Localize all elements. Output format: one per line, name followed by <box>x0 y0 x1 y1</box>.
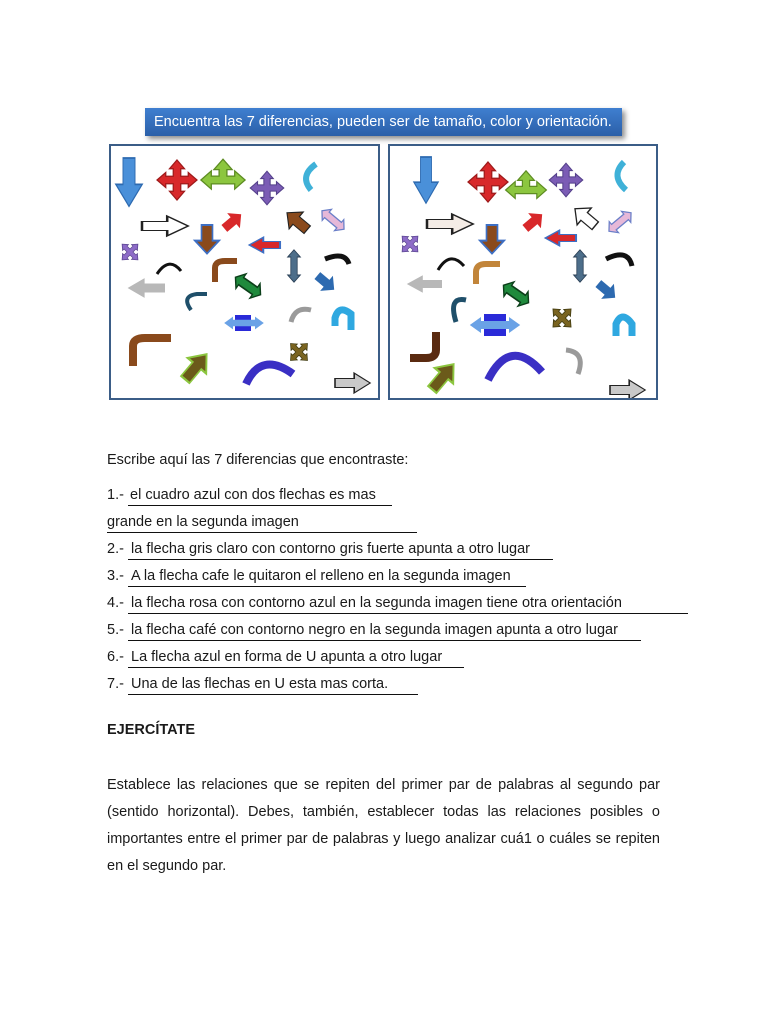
outlined-diagonal-arrow-icon <box>568 200 602 234</box>
instructions-banner: Encuentra las 7 diferencias, pueden ser de tamaño, color y orientación. <box>145 108 622 136</box>
blue-small-down-arrow-icon <box>592 276 622 305</box>
white-right-arrow-icon <box>427 214 473 234</box>
green-tri-arrow-icon <box>506 171 547 199</box>
gray-left-arrow-icon <box>128 278 165 298</box>
brown-bent-arrow-icon <box>476 264 500 284</box>
black-hook-arrow-icon <box>606 255 632 266</box>
red-diagonal-arrow-icon <box>218 207 248 236</box>
blue-square-double-arrow-icon <box>470 314 520 336</box>
cyan-curved-arrow-icon <box>306 164 316 190</box>
answer-2-number: 2.- <box>107 541 124 557</box>
purple-semicircle-arrow-icon <box>488 356 542 380</box>
green-double-arrow-icon <box>498 278 533 310</box>
answer-6-underline <box>128 667 464 668</box>
slate-vertical-double-arrow-icon <box>574 250 587 282</box>
brown-bent-large-arrow-icon <box>410 332 436 358</box>
answer-6-text: La flecha azul en forma de U apunta a otro lugar <box>131 649 443 665</box>
black-curved-arrow-icon <box>438 259 464 270</box>
answer-4-number: 4.- <box>107 595 124 611</box>
slate-vertical-double-arrow-icon <box>288 250 301 282</box>
brown-diagonal-arrow-icon <box>280 204 314 238</box>
olive-quad-arrow-icon <box>544 300 580 336</box>
green-tri-arrow-icon <box>201 159 245 189</box>
blue-down-arrow-icon <box>116 158 142 206</box>
answer-4-text: la flecha rosa con contorno azul en la segunda imagen tiene otra orientación <box>131 595 622 611</box>
answers-prompt: Escribe aquí las 7 diferencias que encontraste: <box>107 452 409 468</box>
red-left-arrow-icon <box>545 230 576 245</box>
right-picture-panel <box>388 144 658 400</box>
answer-2-underline <box>128 559 553 560</box>
section-heading: EJERCÍTATE <box>107 722 196 738</box>
answer-5-underline <box>128 640 641 641</box>
pink-diagonal-double-arrow-icon <box>604 207 635 237</box>
answer-2-text: la flecha gris claro con contorno gris fuerte apunta a otro lugar <box>131 541 530 557</box>
pink-diagonal-double-arrow-icon <box>317 205 348 235</box>
brown-bent-arrow-icon <box>215 261 237 282</box>
blue-u-arrow-icon <box>335 310 351 330</box>
answer-6-number: 6.- <box>107 649 124 665</box>
answer-3-number: 3.- <box>107 568 124 584</box>
purple-quad-arrow-icon <box>250 171 284 205</box>
answer-1-continuation: grande en la segunda imagen <box>107 514 299 530</box>
answer-1-underline-2 <box>107 532 417 533</box>
red-quad-arrow-icon <box>157 160 197 200</box>
left-picture-panel <box>109 144 380 400</box>
black-hook-arrow-icon <box>325 256 349 264</box>
answer-3-underline <box>128 586 526 587</box>
gray-left-arrow-icon <box>407 275 442 293</box>
white-right-arrow-icon <box>142 216 188 236</box>
answer-7-text: Una de las flechas en U esta mas corta. <box>131 676 389 692</box>
right-arrows-illustration <box>390 146 658 400</box>
cyan-curved-arrow-icon <box>617 162 626 190</box>
answer-5-text: la flecha café con contorno negro en la segunda imagen apunta a otro lugar <box>131 622 618 638</box>
blue-square-double-arrow-icon <box>224 315 264 331</box>
gray-right-arrow-icon <box>610 380 645 400</box>
gray-right-arrow-icon <box>335 373 370 393</box>
blue-down-arrow-icon <box>414 157 438 203</box>
brown-down-arrow-icon <box>195 225 219 254</box>
purple-small-quad-icon <box>394 228 426 260</box>
olive-diagonal-arrow-icon <box>423 356 463 397</box>
purple-semicircle-arrow-icon <box>246 365 293 384</box>
teal-hook-arrow-icon <box>454 299 466 322</box>
left-arrows-illustration <box>111 146 380 400</box>
green-double-arrow-icon <box>230 270 265 302</box>
answer-7-number: 7.- <box>107 676 124 692</box>
answer-3-text: A la flecha cafe le quitaron el relleno en la segunda imagen <box>131 568 511 584</box>
red-diagonal-arrow-icon <box>519 207 549 236</box>
exercise-paragraph: Establece las relaciones que se repiten del primer par de palabras al segundo par (sentido horizontal). Debes, también, establecer todas las relaciones posibles o importantes entre el primer par de palabras y luego analizar cuá1 o cuáles se repiten en el segundo par. <box>107 777 660 874</box>
gray-curved-arrow-icon <box>291 309 311 322</box>
purple-small-quad-icon <box>114 236 146 268</box>
blue-small-down-arrow-icon <box>311 268 341 297</box>
answer-1-underline <box>128 505 392 506</box>
red-left-arrow-icon <box>249 237 280 252</box>
red-quad-arrow-icon <box>468 162 508 202</box>
teal-hook-arrow-icon <box>187 294 207 310</box>
brown-down-arrow-icon <box>480 225 504 254</box>
purple-quad-arrow-icon <box>549 163 583 197</box>
olive-diagonal-arrow-icon <box>176 346 216 387</box>
black-curved-arrow-icon <box>157 264 181 274</box>
answer-1-number: 1.- <box>107 487 124 503</box>
answer-4-underline <box>128 613 688 614</box>
brown-bent-large-arrow-icon <box>133 338 171 366</box>
blue-u-arrow-icon <box>616 317 632 336</box>
answer-7-underline <box>128 694 418 695</box>
olive-quad-arrow-icon <box>282 335 316 369</box>
answer-5-number: 5.- <box>107 622 124 638</box>
gray-curved-arrow-icon <box>566 350 580 374</box>
answer-1-text: el cuadro azul con dos flechas es mas <box>130 487 376 503</box>
